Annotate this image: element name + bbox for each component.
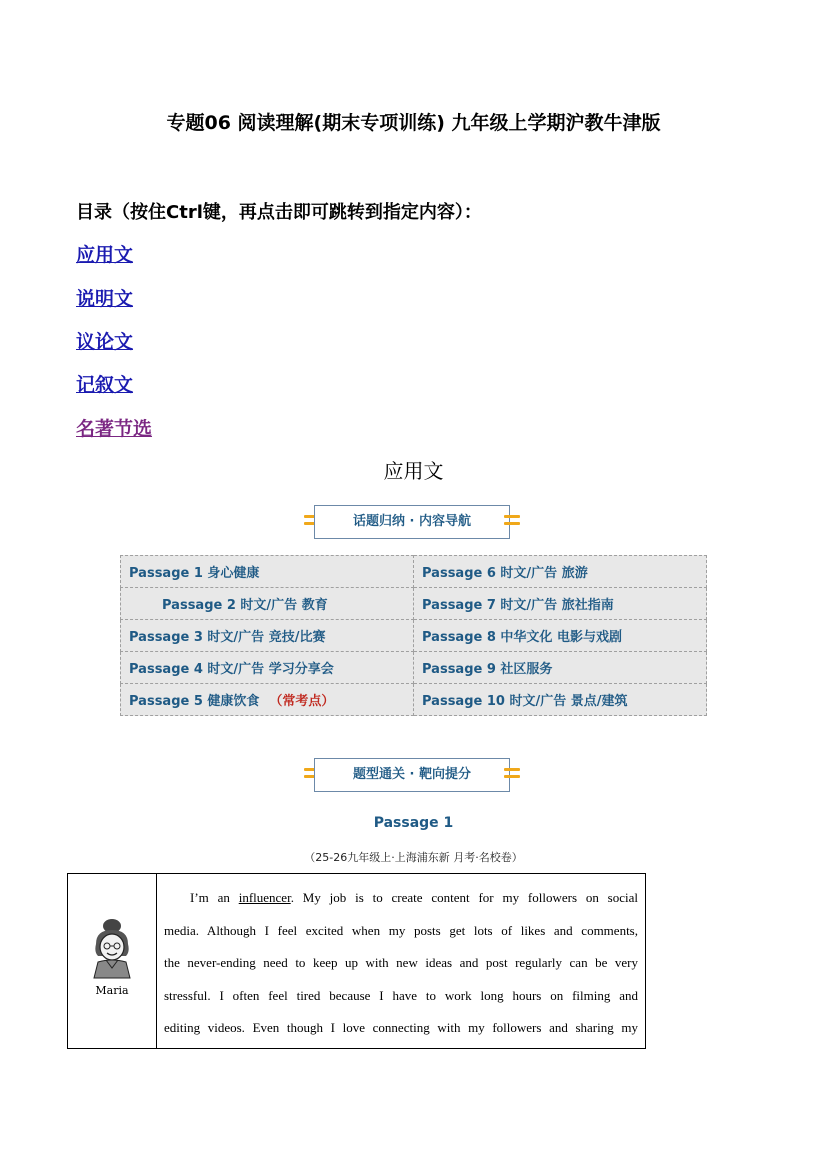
toc-link-expository[interactable]: 说明文 (76, 288, 134, 310)
woman-avatar-icon (76, 916, 148, 982)
passage-line: media. Although I feel excited when my posts get lots of likes and comments, (164, 922, 638, 938)
passage-text (164, 882, 638, 1045)
toc-link-classics[interactable]: 名著节选 (76, 418, 153, 440)
table-row (121, 588, 707, 620)
practice-banner-label: 题型通关 · 靶向提分 (314, 758, 510, 792)
equals-icon (504, 515, 520, 529)
topic-cell: Passage 2 时文/广告 教育 (121, 588, 414, 620)
toc-link-applied[interactable]: 应用文 (76, 244, 134, 266)
table-row (121, 556, 707, 588)
topic-banner (304, 505, 520, 541)
passage-line: editing videos. Even though I love connecting with my followers and sharing my (164, 1020, 638, 1036)
section-heading: 应用文 (383, 459, 444, 483)
underlined-word: influencer (238, 890, 291, 905)
table-row (121, 652, 707, 684)
topic-cell: Passage 4 时文/广告 学习分享会 (121, 652, 414, 684)
avatar-cell (68, 874, 157, 1048)
line-text: I’m an (190, 890, 239, 905)
topic-cell: Passage 3 时文/广告 竞技/比赛 (121, 620, 414, 652)
practice-banner (304, 758, 520, 794)
passage-line (164, 882, 638, 915)
topic-cell: Passage 7 时文/广告 旅社指南 (414, 588, 707, 620)
topic-cell: Passage 6 时文/广告 旅游 (414, 556, 707, 588)
topic-table (120, 555, 707, 716)
line-text: . My job is to create content for my followers on social (290, 890, 638, 905)
passage-line: the never-ending need to keep up with new ideas and post regularly can be very (164, 955, 638, 971)
passage-line: stressful. I often feel tired because I have to work long hours on filming and (164, 987, 638, 1003)
toc-link-narrative[interactable]: 记叙文 (76, 374, 134, 396)
passage-title: Passage 1 (373, 815, 454, 831)
topic-text: Passage 5 健康饮食 (129, 694, 260, 709)
page-title: 专题06 阅读理解(期末专项训练) 九年级上学期沪教牛津版 (166, 112, 661, 134)
equals-icon (504, 768, 520, 782)
table-row (121, 620, 707, 652)
topic-cell: Passage 8 中华文化 电影与戏剧 (414, 620, 707, 652)
toc-heading: 目录（按住Ctrl键，再点击即可跳转到指定内容）： (76, 202, 482, 223)
topic-banner-label: 话题归纳 · 内容导航 (314, 505, 510, 539)
avatar-name: Maria (95, 984, 129, 997)
table-row (121, 684, 707, 716)
topic-cell: Passage 1 身心健康 (121, 556, 414, 588)
toc-link-argumentative[interactable]: 议论文 (76, 331, 134, 353)
topic-cell: Passage 10 时文/广告 景点/建筑 (414, 684, 707, 716)
topic-cell: Passage 9 社区服务 (414, 652, 707, 684)
passage-box (67, 873, 646, 1049)
frequent-badge: （常考点） (269, 694, 335, 709)
topic-cell (121, 684, 414, 716)
passage-source: （25-26九年级上·上海浦东新 月考·名校卷） (304, 851, 523, 864)
